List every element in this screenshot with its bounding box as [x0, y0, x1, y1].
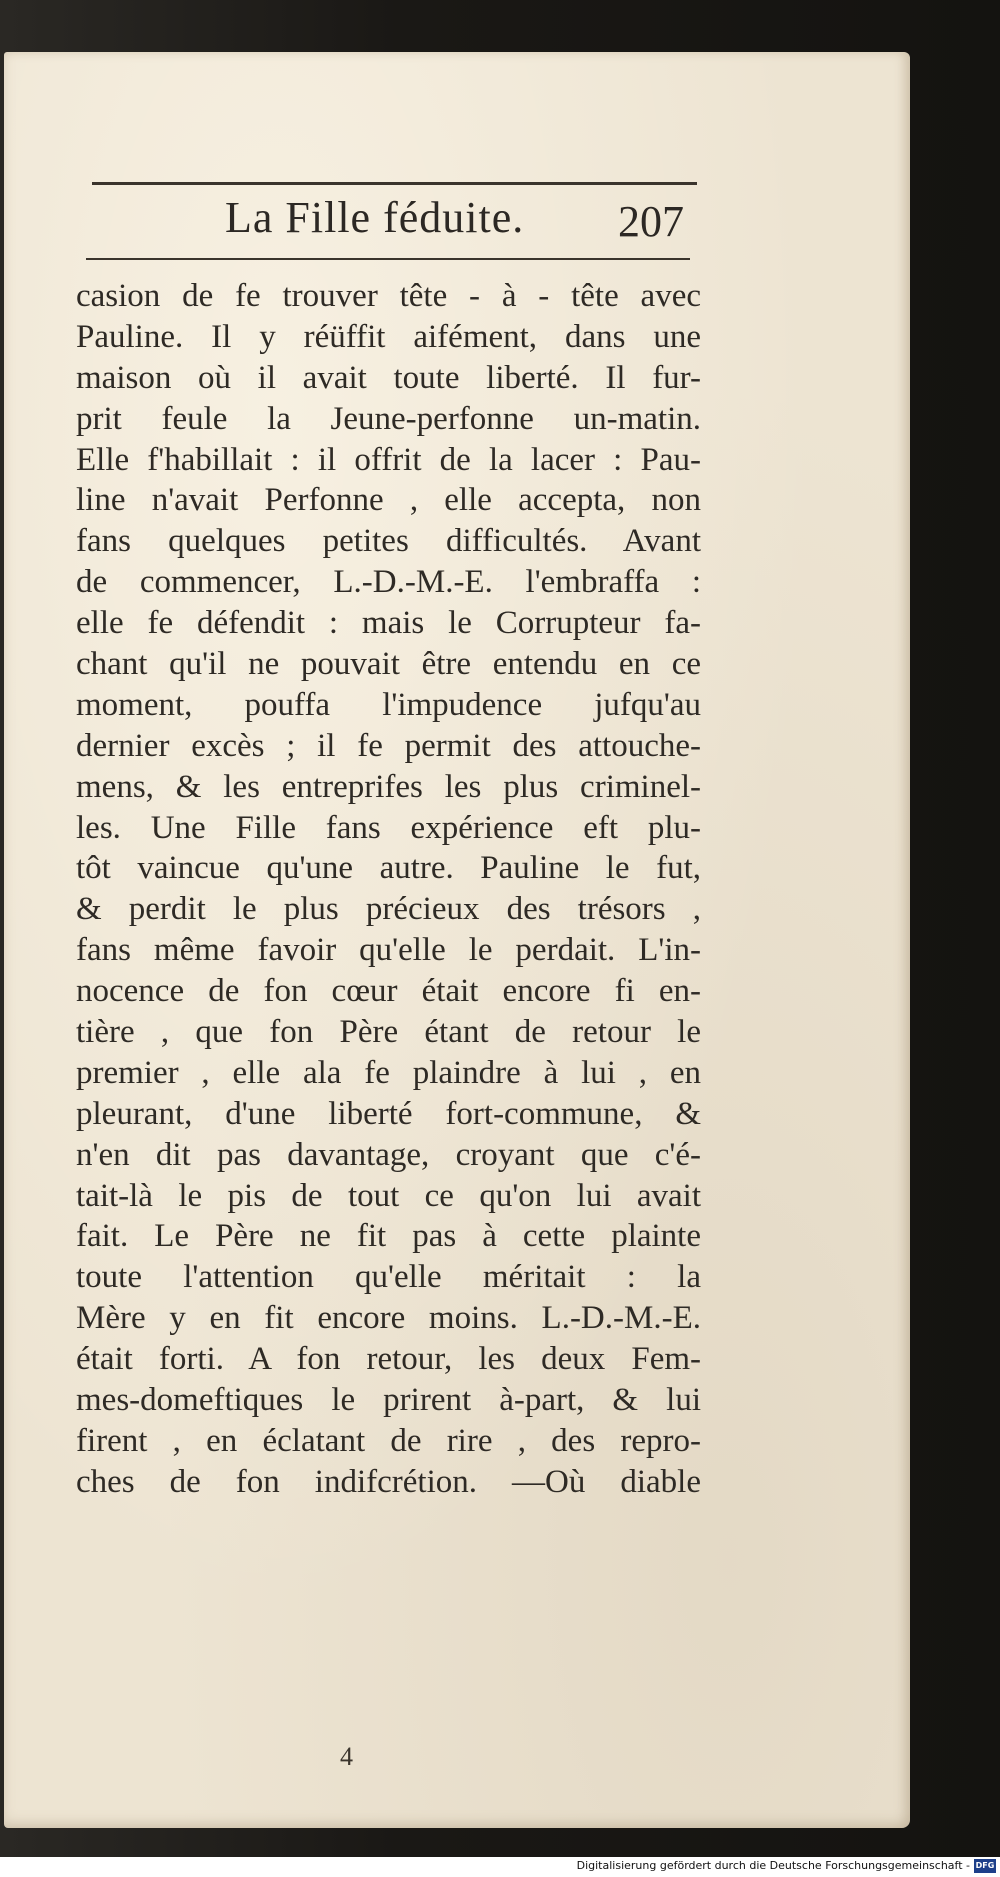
running-title: La Fille féduite.: [225, 193, 525, 242]
signature-mark: 4: [340, 1742, 353, 1771]
text-line: nocence de fon cœur était encore fi en-: [76, 973, 701, 1010]
page-number: 207: [618, 197, 684, 246]
text-line: moment, pouffa l'impudence jufqu'au: [76, 686, 701, 723]
text-line: & perdit le plus précieux des trésors ,: [76, 891, 701, 928]
text-line: firent , en éclatant de rire , des repro-: [76, 1422, 701, 1459]
text-line: premier , elle ala fe plaindre à lui , en: [76, 1054, 701, 1091]
text-line: fans même favoir qu'elle le perdait. L'in-: [76, 932, 701, 969]
text-line: tait-là le pis de tout ce qu'on lui avait: [76, 1177, 701, 1214]
text-line: de commencer, L.-D.-M.-E. l'embraffa :: [76, 564, 701, 601]
text-line: Pauline. Il y réüffit aifément, dans une: [76, 318, 701, 355]
text-line: les. Une Fille fans expérience eft plu-: [76, 809, 701, 846]
dfg-logo-icon: DFG: [974, 1859, 996, 1873]
text-line: maison où il avait toute liberté. Il fur-: [76, 359, 701, 396]
text-line: prit feule la Jeune-perfonne un-matin.: [76, 400, 701, 437]
text-line: dernier excès ; il fe permit des attouche-: [76, 727, 701, 764]
text-line: elle fe défendit : mais le Corrupteur fa-: [76, 605, 701, 642]
text-line: toute l'attention qu'elle méritait : la: [76, 1259, 701, 1296]
header-rule-bottom: [86, 258, 690, 260]
text-line: était forti. A fon retour, les deux Fem-: [76, 1341, 701, 1378]
text-line: casion de fe trouver tête - à - tête avec: [76, 278, 701, 314]
text-line: mes-domeftiques le prirent à-part, & lui: [76, 1382, 701, 1419]
text-line: Mère y en fit encore moins. L.-D.-M.-E.: [76, 1300, 701, 1337]
text-line: tôt vaincue qu'une autre. Pauline le fut,: [76, 850, 701, 887]
text-line: chant qu'il ne pouvait être entendu en ce: [76, 646, 701, 683]
text-line: Elle f'habillait : il offrit de la lacer : Pau-: [76, 441, 701, 478]
text-line: tière , que fon Père étant de retour le: [76, 1014, 701, 1051]
text-line: n'en dit pas davantage, croyant que c'é-: [76, 1136, 701, 1173]
text-line: mens, & les entreprifes les plus criminel-: [76, 768, 701, 805]
text-line: line n'avait Perfonne , elle accepta, non: [76, 482, 701, 519]
header-rule-top: [92, 182, 697, 185]
text-line: pleurant, d'une liberté fort-commune, &: [76, 1095, 701, 1132]
text-line: fans quelques petites difficultés. Avant: [76, 523, 701, 560]
text-line: fait. Le Père ne fit pas à cette plainte: [76, 1218, 701, 1255]
text-line: ches de fon indifcrétion. —Où diable: [76, 1463, 701, 1500]
footer-credit: Digitalisierung gefördert durch die Deutsche Forschungsgemeinschaft -: [576, 1859, 970, 1872]
body-text: [76, 276, 701, 1503]
